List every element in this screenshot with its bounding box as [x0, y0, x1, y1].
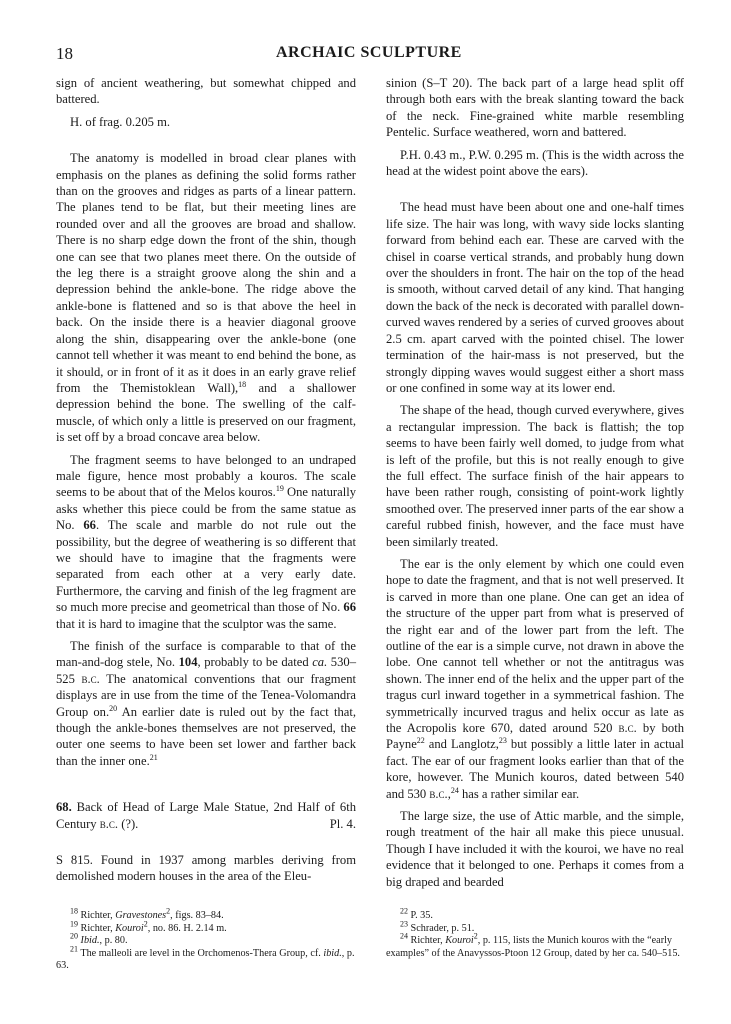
footnote-number: 20: [70, 931, 78, 941]
right-column: [386, 75, 684, 890]
footnote-number: 24: [400, 931, 408, 941]
footnote: [56, 931, 356, 948]
text: ibid.: [323, 947, 342, 959]
footnote-ref: 24: [450, 785, 459, 795]
footnote-number: 21: [70, 944, 78, 954]
text: An earlier date is ruled out by the fact that, though the ankle-bones themselves are not preserved, the outer one seems to have been set lower and farther back than the inner one.: [56, 704, 356, 768]
text: , figs. 83–84.: [170, 910, 224, 921]
footnotes-right: [386, 906, 684, 960]
footnote-number: 19: [70, 919, 78, 929]
footnote-number: 18: [70, 906, 78, 916]
paragraph: The shape of the head, though curved everywhere, gives a rectangular impression. The back is flattish; the top seems to have been fairly well domed, to judge from what is left of the profile, but this is not really enough to give the full effect. The surface finish of the hair appears to have been rather rough, consisting of point-work lightly smoothed over. The preserved inner parts of the ear show a careful rubbed finish, however, and the face must have been similarly treated.: [386, 403, 684, 549]
paragraph: The large size, the use of Attic marble, and the simple, rough treatment of the hair all make this piece unusual. Though I have included it with the kouroi, we have no real evidence that it belonged to one. Perhaps it comes from a big draped and bearded: [386, 809, 684, 889]
paragraph: H. of frag. 0.205 m.: [70, 114, 171, 129]
footnote-ref: 19: [275, 484, 284, 494]
text: b.c.: [618, 721, 637, 736]
text: , probably to be dated: [197, 655, 313, 670]
text: Richter,: [408, 935, 446, 947]
text: Ibid.: [80, 935, 100, 947]
text: ,: [447, 786, 451, 801]
text: by both Payne: [386, 721, 685, 752]
entry-number: 68.: [56, 800, 72, 815]
paragraph: [56, 452, 356, 632]
text: , p. 63.: [56, 947, 355, 972]
footnote: [386, 919, 684, 936]
paragraph: [386, 556, 684, 802]
text: 2: [473, 931, 478, 941]
paragraph: sign of ancient weathering, but somewhat chipped and battered.: [56, 76, 356, 107]
text: Gravestones: [115, 910, 167, 921]
footnote-ref: 18: [238, 379, 247, 389]
catalog-entry-heading: [56, 799, 356, 832]
footnote: [56, 919, 356, 936]
paragraph: [56, 638, 356, 769]
entry-title: Back of Head of Large Male Statue, 2nd Half of 6th Century: [56, 800, 356, 831]
text: The ear is the only element by which one could even hope to date the fragment, and that is not well preserved. It is carved in more than one plane. One can get an idea of the structure of the upper part from what is preserved of the right ear and of the lower part from the left. The outline of the ear is a simple curve, not drawn in above the lobe. One cannot tell whether or not the antitragus was shown. The inner end of the helix and the upper part of the tragus curl inward together in a symmetrical fashion. The symmetrically incurved tragus and helix occur as late as the Acropolis kore 670, dated around 520: [386, 556, 684, 736]
text: Kouroi: [445, 935, 474, 947]
footnote-ref: 21: [149, 752, 158, 762]
catalog-number: 104: [178, 655, 198, 670]
footnotes-left: [56, 906, 356, 973]
text: 530–525: [56, 655, 356, 686]
text: 2: [143, 919, 148, 929]
paragraph: [56, 150, 356, 445]
text: Richter,: [78, 922, 116, 934]
left-column: [56, 75, 356, 885]
footnote-ref: 23: [498, 736, 507, 746]
page-number: 18: [56, 44, 73, 63]
text: The malleoli are level in the Orchomenos-Thera Group, cf.: [78, 947, 324, 959]
text: , p. 115, lists the Munich kouros with the “early examples” of the Anavyssos-Ptoon 12 Group, dated by her ca. 540–515.: [386, 935, 680, 959]
text: Kouroi: [115, 922, 144, 934]
paragraph: S 815. Found in 1937 among marbles deriving from demolished modern houses in the area of the Eleu-: [56, 853, 356, 884]
text: ca.: [312, 655, 328, 670]
text: Schrader, p. 51.: [408, 922, 475, 934]
footnote-number: 23: [400, 919, 408, 929]
footnote-number: 22: [400, 906, 408, 916]
paragraph: P.H. 0.43 m., P.W. 0.295 m. (This is the width across the head at the widest point above the ears).: [386, 147, 684, 179]
footnote-ref: 20: [109, 703, 118, 713]
text: b.c.: [81, 671, 100, 686]
text: . The scale and marble do not rule out the possibility, but the degree of weathering is so different that we should have to imagine that the fragments were separated from each other at a very early date. Furthermore, the carving and finish of the leg fragment are so much more precise and geometrical than those of No.: [56, 518, 356, 615]
text: has a rather similar ear.: [458, 786, 580, 801]
text: b.c.: [99, 816, 119, 831]
text: P. 35.: [408, 910, 433, 921]
page-header: [56, 44, 684, 66]
text: (?).: [118, 816, 139, 831]
footnote: [386, 906, 684, 923]
text: and a shallower depression behind the bone. The swelling of the calf-muscle, of which only a little is preserved on our fragment, is set off by a broad concave area below.: [56, 380, 356, 445]
running-head: ARCHAIC SCULPTURE: [276, 44, 462, 61]
text: 2: [166, 906, 171, 916]
text: but possibly a little later in actual fact. The ear of our fragment looks earlier than that of the kore, however. The Munich kouros, dated between 540 and 530: [386, 737, 684, 801]
text: Richter,: [78, 910, 116, 921]
footnote: [386, 931, 684, 960]
text: and Langlotz,: [424, 737, 499, 752]
footnote-ref: 22: [416, 736, 425, 746]
text: The anatomy is modelled in broad clear planes with emphasis on the planes as defining the solid forms rather than on the grooves and ridges as parts of a linear pattern. The planes tend to be flat, but their meeting lines are rounded over and all the grooves are broad and shallow. There is no sharp edge down the front of the shin, though one can see that two planes meet there. On the outside of the leg there is a straight groove along the shin and a depression behind the ankle-bone. The ridge above the ankle-bone is flattened and so is that above the heel in back. On the inside there is a heavier diagonal groove along the shin, disappearing over the ankle-bone (one cannot tell whether it was meant to end behind the bone, as it should, or in front of it as it does in an early grave relief from the Themistoklean Wall),: [56, 151, 356, 395]
text: The fragment seems to have belonged to an undraped male figure, hence most probably a kouros. The scale seems to be about that of the Melos kouros.: [56, 452, 356, 500]
text: The finish of the surface is comparable to that of the man-and-dog stele, No.: [56, 639, 356, 670]
text: One naturally asks whether this piece could be from the same statue as No.: [56, 485, 356, 533]
footnote: [56, 906, 356, 923]
catalog-number: 66: [83, 518, 96, 533]
paragraph: sinion (S–T 20). The back part of a large head split off through both ears with the break slanting toward the back of the neck. Fine-grained white marble resembling Pentelic. Surface weathered, worn and battered.: [386, 76, 684, 140]
text: , p. 80.: [99, 935, 128, 947]
footnote: [56, 944, 356, 973]
plate-reference: Pl. 4.: [329, 816, 356, 831]
text: b.c.: [429, 786, 448, 801]
paragraph: The head must have been about one and one-half times life size. The hair was long, with wavy side locks slanting forward from behind each ear. These are carved with the chisel in coarse vertical strands, and probably hung down over the shoulders in front. The hair on the top of the head is smooth, without carved detail of any kind. That hanging down the back of the neck is decorated with parallel down-curved waves rendered by a series of curved grooves about 2.5 cm. apart carved with the pointed chisel. The lower termination of the hair-mass is not preserved, but the strongly dipping waves would suggest either a short mass or one confined in some way at its lower end.: [386, 200, 684, 395]
text: that it is hard to imagine that the sculptor was the same.: [56, 616, 337, 631]
catalog-number: 66: [343, 600, 356, 615]
text: , no. 86. H. 2.14 m.: [147, 922, 227, 934]
text: The anatomical conventions that our fragment displays are in use from the time of the Tenea-Volomandra Group on.: [56, 671, 356, 719]
